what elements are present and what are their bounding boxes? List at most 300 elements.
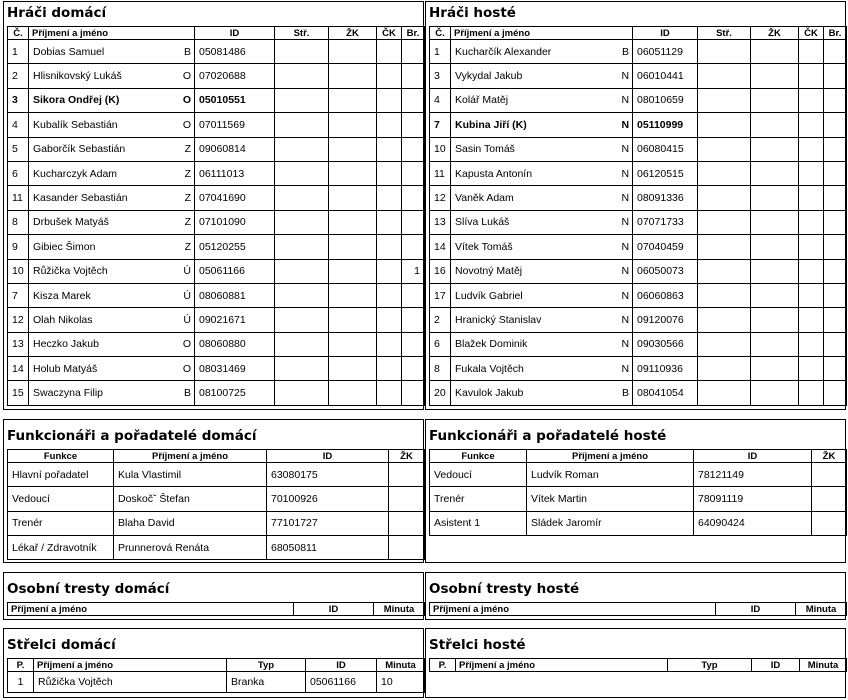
player-red-card	[799, 113, 824, 137]
player-red-card	[799, 308, 824, 332]
player-red-card	[799, 332, 824, 356]
official-yellow-card	[389, 535, 425, 559]
player-id: 07040459	[633, 235, 698, 259]
player-goals	[824, 235, 847, 259]
player-number: 10	[430, 137, 451, 161]
player-number: 12	[430, 186, 451, 210]
official-id: 78091119	[694, 487, 812, 511]
player-number: 7	[430, 113, 451, 137]
player-name: Vykydal Jakub	[451, 64, 618, 88]
player-substitution	[275, 259, 329, 283]
home-penalties-header	[8, 603, 425, 616]
official-yellow-card	[389, 463, 425, 487]
player-id: 08010659	[633, 88, 698, 112]
player-id: 07071733	[633, 210, 698, 234]
player-position: O	[169, 88, 195, 112]
player-position: N	[618, 332, 633, 356]
player-id: 07041690	[195, 186, 275, 210]
official-name: Ludvík Roman	[527, 463, 694, 487]
player-position: O	[169, 332, 195, 356]
player-red-card	[377, 210, 402, 234]
player-goals	[402, 210, 425, 234]
col-goals: Br.	[824, 27, 847, 40]
player-name: Novotný Matěj	[451, 259, 618, 283]
player-red-card	[377, 332, 402, 356]
player-number: 1	[8, 40, 29, 64]
player-yellow-card	[329, 357, 377, 381]
player-substitution	[275, 235, 329, 259]
col-id: ID	[294, 603, 374, 616]
player-name: Sasin Tomáš	[451, 137, 618, 161]
player-yellow-card	[751, 210, 799, 234]
player-number: 20	[430, 381, 451, 405]
away-scorers-title: Střelci hosté	[429, 637, 526, 653]
player-substitution	[698, 161, 751, 185]
player-number: 8	[430, 357, 451, 381]
player-position: B	[169, 40, 195, 64]
official-row	[8, 535, 425, 559]
player-yellow-card	[751, 235, 799, 259]
player-position: N	[618, 88, 633, 112]
col-id: ID	[752, 659, 800, 672]
player-number: 12	[8, 308, 29, 332]
player-position: B	[169, 381, 195, 405]
player-goals	[824, 88, 847, 112]
col-minute: Minuta	[800, 659, 847, 672]
player-row	[430, 235, 847, 259]
player-goals	[824, 186, 847, 210]
player-substitution	[275, 308, 329, 332]
player-row	[8, 161, 425, 185]
player-red-card	[377, 235, 402, 259]
player-row	[430, 308, 847, 332]
col-substitution: Stř.	[275, 27, 329, 40]
away-penalties-header	[430, 603, 847, 616]
player-yellow-card	[329, 210, 377, 234]
official-row	[8, 487, 425, 511]
player-substitution	[698, 88, 751, 112]
official-role: Trenér	[8, 511, 114, 535]
player-row	[430, 64, 847, 88]
col-minute: Minuta	[377, 659, 425, 672]
player-red-card	[799, 40, 824, 64]
home-officials-panel	[3, 419, 424, 563]
player-red-card	[377, 161, 402, 185]
official-name: Kula Vlastimil	[114, 463, 267, 487]
official-id: 68050811	[267, 535, 389, 559]
player-row	[430, 88, 847, 112]
home-players-table	[7, 26, 425, 406]
player-id: 05120255	[195, 235, 275, 259]
player-name: Kubina Jiří (K)	[451, 113, 618, 137]
player-goals	[402, 332, 425, 356]
player-yellow-card	[751, 381, 799, 405]
player-substitution	[698, 381, 751, 405]
player-name: Heczko Jakub	[29, 332, 169, 356]
player-red-card	[377, 259, 402, 283]
official-role: Hlavní pořadatel	[8, 463, 114, 487]
player-substitution	[698, 308, 751, 332]
col-id: ID	[195, 27, 275, 40]
player-number: 15	[8, 381, 29, 405]
player-substitution	[698, 259, 751, 283]
player-position: O	[169, 113, 195, 137]
official-name: Blaha David	[114, 511, 267, 535]
player-row	[8, 40, 425, 64]
player-yellow-card	[751, 88, 799, 112]
player-number: 13	[8, 332, 29, 356]
player-goals	[824, 113, 847, 137]
player-number: 6	[8, 161, 29, 185]
player-yellow-card	[751, 308, 799, 332]
col-yellow-card: ŽK	[751, 27, 799, 40]
col-red-card: ČK	[799, 27, 824, 40]
col-yellow-card: ŽK	[389, 450, 425, 463]
player-number: 16	[430, 259, 451, 283]
official-row	[8, 511, 425, 535]
player-id: 05081486	[195, 40, 275, 64]
player-number: 14	[8, 357, 29, 381]
away-officials-title: Funkcionáři a pořadatelé hosté	[429, 428, 667, 444]
official-row	[430, 463, 847, 487]
player-row	[8, 259, 425, 283]
away-scorers-table	[429, 658, 847, 672]
player-id: 06111013	[195, 161, 275, 185]
player-row	[430, 161, 847, 185]
player-yellow-card	[329, 381, 377, 405]
col-name: Příjmení a jméno	[527, 450, 694, 463]
official-row	[430, 511, 847, 535]
col-red-card: ČK	[377, 27, 402, 40]
player-row	[430, 381, 847, 405]
player-row	[8, 283, 425, 307]
col-type: Typ	[668, 659, 752, 672]
away-players-table	[429, 26, 847, 406]
player-substitution	[275, 161, 329, 185]
player-row	[8, 88, 425, 112]
player-id: 09060814	[195, 137, 275, 161]
player-row	[8, 186, 425, 210]
player-goals	[824, 64, 847, 88]
player-substitution	[275, 64, 329, 88]
player-yellow-card	[751, 137, 799, 161]
official-name: Sládek Jaromír	[527, 511, 694, 535]
player-position: O	[169, 64, 195, 88]
player-position: B	[618, 40, 633, 64]
scorer-minute: 10	[377, 672, 425, 693]
player-position: N	[618, 64, 633, 88]
player-substitution	[698, 283, 751, 307]
player-position: N	[618, 186, 633, 210]
player-id: 07011569	[195, 113, 275, 137]
player-red-card	[377, 283, 402, 307]
player-number: 14	[430, 235, 451, 259]
player-position: Z	[169, 186, 195, 210]
player-goals	[824, 283, 847, 307]
player-yellow-card	[751, 64, 799, 88]
player-red-card	[377, 137, 402, 161]
col-id: ID	[633, 27, 698, 40]
player-goals	[824, 137, 847, 161]
player-yellow-card	[329, 64, 377, 88]
player-yellow-card	[329, 88, 377, 112]
player-id: 08060880	[195, 332, 275, 356]
home-scorers-table	[7, 658, 425, 693]
player-goals	[824, 357, 847, 381]
player-name: Kubalík Sebastián	[29, 113, 169, 137]
player-red-card	[377, 40, 402, 64]
player-id: 05061166	[195, 259, 275, 283]
player-substitution	[275, 210, 329, 234]
official-yellow-card	[812, 511, 847, 535]
home-players-title: Hráči domácí	[7, 5, 107, 21]
home-penalties-title: Osobní tresty domácí	[7, 581, 170, 597]
col-order: P.	[430, 659, 456, 672]
col-role: Funkce	[8, 450, 114, 463]
player-row	[8, 332, 425, 356]
player-yellow-card	[751, 332, 799, 356]
player-substitution	[698, 332, 751, 356]
player-goals	[402, 64, 425, 88]
player-red-card	[799, 88, 824, 112]
home-scorers-panel	[3, 628, 424, 698]
player-red-card	[377, 113, 402, 137]
home-penalties-panel	[3, 572, 424, 620]
player-name: Olah Nikolas	[29, 308, 169, 332]
player-number: 11	[430, 161, 451, 185]
official-yellow-card	[812, 487, 847, 511]
col-name: Příjmení a jméno	[456, 659, 668, 672]
player-red-card	[377, 357, 402, 381]
player-goals	[824, 332, 847, 356]
official-yellow-card	[812, 463, 847, 487]
scorer-type: Branka	[227, 672, 306, 693]
col-goals: Br.	[402, 27, 425, 40]
player-number: 9	[8, 235, 29, 259]
player-yellow-card	[329, 113, 377, 137]
player-number: 8	[8, 210, 29, 234]
player-substitution	[275, 40, 329, 64]
player-yellow-card	[751, 40, 799, 64]
col-type: Typ	[227, 659, 306, 672]
player-red-card	[377, 64, 402, 88]
player-name: Vítek Tomáš	[451, 235, 618, 259]
player-red-card	[377, 88, 402, 112]
player-row	[430, 210, 847, 234]
player-yellow-card	[751, 186, 799, 210]
player-id: 07101090	[195, 210, 275, 234]
player-red-card	[799, 186, 824, 210]
player-substitution	[275, 88, 329, 112]
player-row	[8, 113, 425, 137]
player-id: 08041054	[633, 381, 698, 405]
player-name: Kucharčík Alexander	[451, 40, 618, 64]
player-yellow-card	[329, 308, 377, 332]
player-substitution	[698, 210, 751, 234]
official-name: Doskočˇ Štefan	[114, 487, 267, 511]
player-red-card	[799, 137, 824, 161]
player-yellow-card	[751, 259, 799, 283]
player-red-card	[799, 64, 824, 88]
player-substitution	[275, 113, 329, 137]
player-goals	[824, 308, 847, 332]
player-row	[430, 40, 847, 64]
player-row	[8, 308, 425, 332]
player-position: N	[618, 137, 633, 161]
away-officials-panel	[425, 419, 846, 563]
player-red-card	[799, 259, 824, 283]
player-yellow-card	[751, 161, 799, 185]
home-officials-header	[8, 450, 425, 463]
away-officials-header	[430, 450, 847, 463]
player-goals	[402, 161, 425, 185]
player-position: N	[618, 357, 633, 381]
player-red-card	[377, 381, 402, 405]
official-row	[430, 487, 847, 511]
player-substitution	[275, 186, 329, 210]
player-yellow-card	[329, 283, 377, 307]
home-officials-table	[7, 449, 425, 560]
player-row	[430, 283, 847, 307]
col-name: Příjmení a jméno	[430, 603, 716, 616]
player-name: Kasander Sebastián	[29, 186, 169, 210]
official-yellow-card	[389, 511, 425, 535]
player-row	[430, 259, 847, 283]
player-id: 05110999	[633, 113, 698, 137]
player-id: 07020688	[195, 64, 275, 88]
player-name: Kucharczyk Adam	[29, 161, 169, 185]
col-name: Příjmení a jméno	[29, 27, 195, 40]
player-id: 08100725	[195, 381, 275, 405]
player-name: Hlisnikovský Lukáš	[29, 64, 169, 88]
col-id: ID	[716, 603, 796, 616]
player-yellow-card	[329, 137, 377, 161]
player-name: Fukala Vojtěch	[451, 357, 618, 381]
home-players-header	[8, 27, 425, 40]
player-red-card	[799, 357, 824, 381]
col-name: Příjmení a jméno	[451, 27, 633, 40]
player-goals	[402, 308, 425, 332]
col-yellow-card: ŽK	[329, 27, 377, 40]
player-yellow-card	[329, 161, 377, 185]
col-name: Příjmení a jméno	[114, 450, 267, 463]
scorer-name: Růžička Vojtěch	[34, 672, 227, 693]
player-number: 3	[8, 88, 29, 112]
player-goals	[824, 210, 847, 234]
away-penalties-title: Osobní tresty hosté	[429, 581, 580, 597]
home-penalties-table	[7, 602, 425, 616]
player-id: 08091336	[633, 186, 698, 210]
official-id: 63080175	[267, 463, 389, 487]
player-goals	[824, 381, 847, 405]
col-yellow-card: ŽK	[812, 450, 847, 463]
official-id: 64090424	[694, 511, 812, 535]
player-red-card	[799, 161, 824, 185]
player-position: B	[618, 381, 633, 405]
player-red-card	[799, 235, 824, 259]
away-penalties-panel	[425, 572, 846, 620]
player-substitution	[698, 235, 751, 259]
player-id: 06120515	[633, 161, 698, 185]
player-red-card	[377, 308, 402, 332]
col-id: ID	[267, 450, 389, 463]
scorer-id: 05061166	[306, 672, 377, 693]
player-goals	[402, 283, 425, 307]
player-substitution	[275, 283, 329, 307]
player-name: Gibiec Šimon	[29, 235, 169, 259]
player-number: 3	[430, 64, 451, 88]
col-name: Příjmení a jméno	[8, 603, 294, 616]
player-id: 06060863	[633, 283, 698, 307]
player-number: 10	[8, 259, 29, 283]
player-position: N	[618, 113, 633, 137]
player-name: Holub Matyáš	[29, 357, 169, 381]
player-id: 09030566	[633, 332, 698, 356]
player-id: 09120076	[633, 308, 698, 332]
official-id: 77101727	[267, 511, 389, 535]
away-penalties-table	[429, 602, 847, 616]
player-id: 06080415	[633, 137, 698, 161]
player-name: Ludvík Gabriel	[451, 283, 618, 307]
player-goals	[402, 186, 425, 210]
col-id: ID	[694, 450, 812, 463]
away-players-title: Hráči hosté	[429, 5, 516, 21]
player-goals	[402, 381, 425, 405]
player-substitution	[698, 357, 751, 381]
home-officials-title: Funkcionáři a pořadatelé domácí	[7, 428, 257, 444]
player-number: 4	[430, 88, 451, 112]
player-name: Dobias Samuel	[29, 40, 169, 64]
player-red-card	[377, 186, 402, 210]
away-players-panel	[425, 1, 846, 410]
player-number: 2	[8, 64, 29, 88]
player-position: N	[618, 308, 633, 332]
player-row	[430, 357, 847, 381]
player-number: 11	[8, 186, 29, 210]
player-goals	[824, 161, 847, 185]
player-substitution	[698, 64, 751, 88]
home-scorers-title: Střelci domácí	[7, 637, 116, 653]
home-players-panel	[3, 1, 424, 410]
player-goals	[824, 259, 847, 283]
player-position: Ú	[169, 308, 195, 332]
player-name: Blažek Dominik	[451, 332, 618, 356]
player-position: Z	[169, 161, 195, 185]
player-yellow-card	[329, 332, 377, 356]
player-position: Z	[169, 210, 195, 234]
player-substitution	[698, 137, 751, 161]
player-red-card	[799, 283, 824, 307]
player-id: 09110936	[633, 357, 698, 381]
scorer-order: 1	[8, 672, 34, 693]
player-goals	[402, 137, 425, 161]
player-position: N	[618, 235, 633, 259]
player-row	[8, 137, 425, 161]
player-id: 08060881	[195, 283, 275, 307]
player-name: Kavulok Jakub	[451, 381, 618, 405]
col-role: Funkce	[430, 450, 527, 463]
player-substitution	[275, 357, 329, 381]
player-position: N	[618, 210, 633, 234]
player-yellow-card	[329, 40, 377, 64]
official-role: Vedoucí	[430, 463, 527, 487]
player-name: Růžička Vojtěch	[29, 259, 169, 283]
col-number: Č.	[430, 27, 451, 40]
player-row	[8, 381, 425, 405]
player-name: Sikora Ondřej (K)	[29, 88, 169, 112]
player-position: Ú	[169, 259, 195, 283]
player-row	[430, 137, 847, 161]
